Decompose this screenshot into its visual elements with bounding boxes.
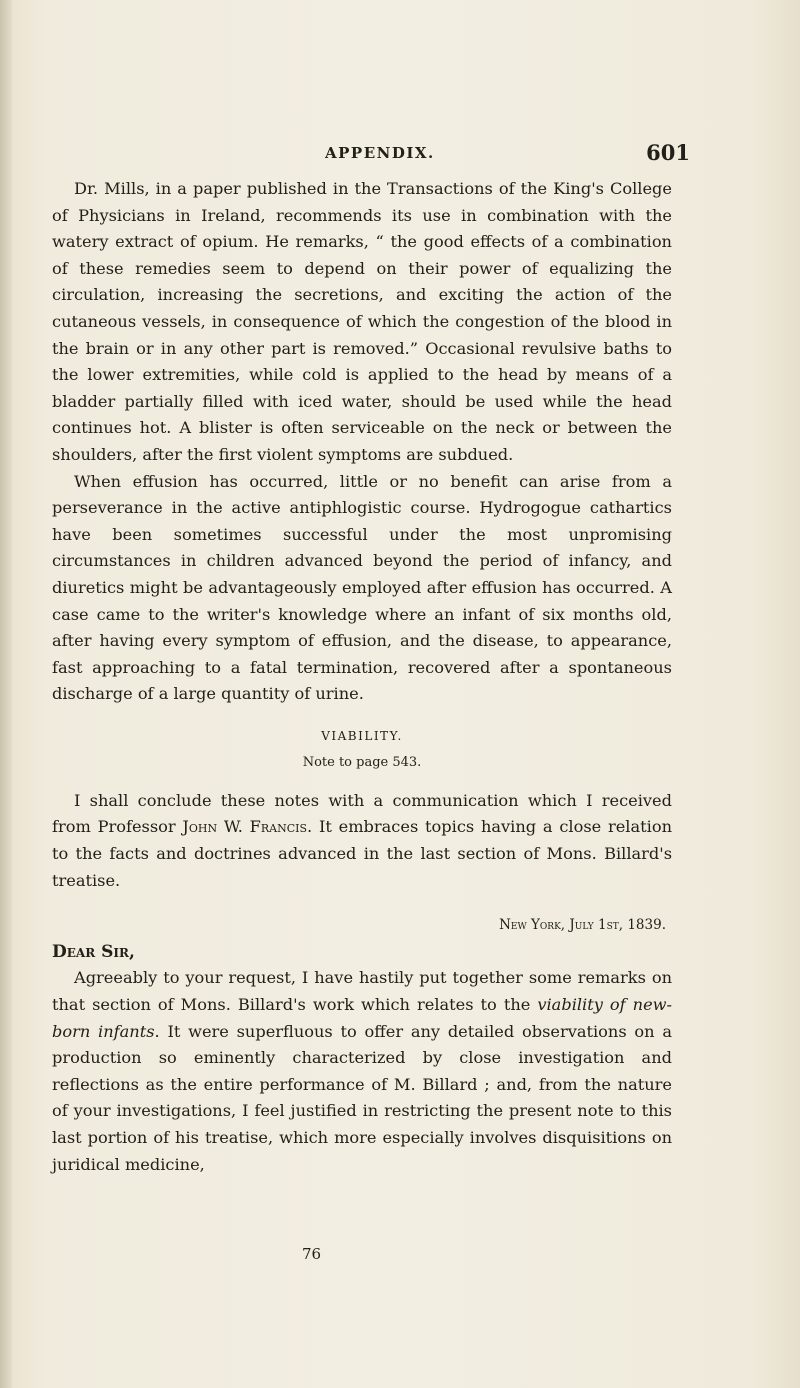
paragraph-mills: Dr. Mills, in a paper published in the Transactions of the King's College of Physicians in Ireland, recommends its use in combination with the watery extract of opium. He remarks, “ the good effects of a combination of these remedies seem to depend on their power of equalizing the circulation, increasing the secretions, and exciting the action of the cutaneous vessels, in consequence of which the congestion of the blood in the brain or in any other part is removed.” Occasional revulsive baths to the lower extremities, while cold is applied to the head by means of a bladder partially filled with iced water, should be used while the head continues hot. A blister is often serviceable on the neck or between the shoulders, after the first violent symptoms are subdued. [52, 179, 672, 464]
intro-text-before: I shall conclude these notes with a communication which I received from Professor [52, 790, 672, 837]
letter-dateline: New York, July 1st, 1839. [499, 917, 666, 934]
signature-mark: 76 [302, 1245, 322, 1263]
intro-text-after: . It embraces topics having a close relation to the facts and doctrines advanced in the last section of Mons. Billard's treatise. [52, 817, 672, 890]
professor-name: John W. Francis [182, 817, 308, 837]
paragraph-intro [52, 788, 672, 894]
letter-text-after: . It were superfluous to offer any detailed observations on a production so eminently characterized by close investigation and reflections as the entire performance of M. Billard ; and, from the nature of your investigations, I feel justified in restricting the present note to this last portion of his treatise, which more especially involves disquisitions on juridical medicine, [52, 1021, 673, 1174]
section-heading: VIABILITY. [321, 728, 403, 743]
running-head [50, 140, 690, 166]
letter-salutation: Dear Sir, [52, 941, 135, 962]
page-number: 601 [646, 140, 690, 165]
letter-text-before: Agreeably to your request, I have hastily put together some remarks on that section of Mons. Billard's work which relates to the [52, 968, 672, 1015]
page-gutter [0, 0, 12, 1388]
letter-body [52, 965, 672, 1178]
note-reference: Note to page 543. [302, 754, 422, 770]
body-text [52, 176, 672, 1178]
running-title: APPENDIX. [325, 144, 435, 162]
paragraph-effusion: When effusion has occurred, little or no benefit can arise from a perseverance in the active antiphlogistic course. Hydrogogue cathartics have been sometimes successful under the most unpromising circumstances in children advanced beyond the period of infancy, and diuretics might be advantageously employed after effusion has occurred. A case came to the writer's knowledge where an infant of six months old, after having every symptom of effusion, and the disease, to appearance, fast approaching to a fatal termination, recovered after a spontaneous discharge of a large quantity of urine. [52, 471, 672, 704]
letter-italic-phrase: viability of new-born infants [52, 995, 672, 1041]
